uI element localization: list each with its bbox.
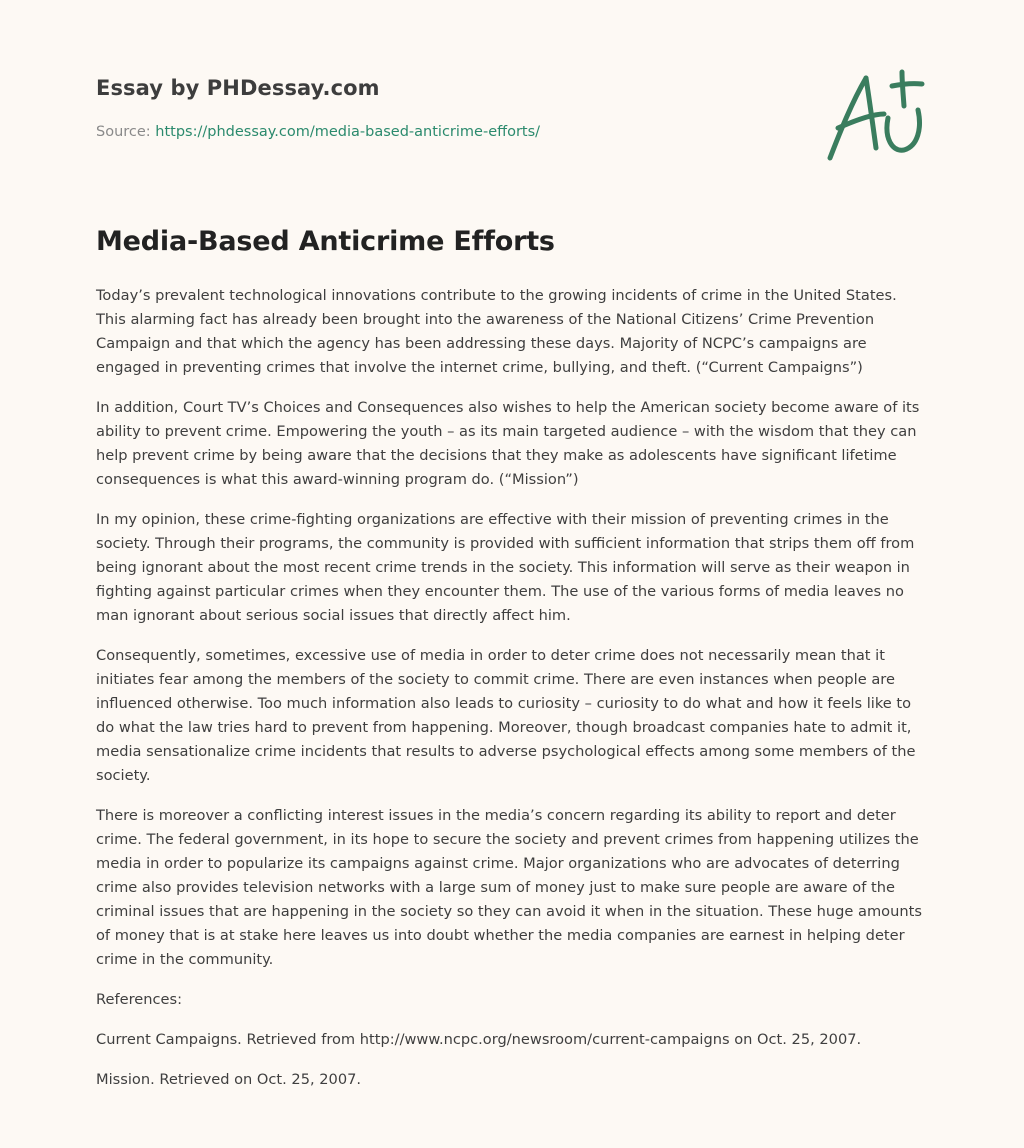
source-label: Source:	[96, 124, 156, 140]
essay-paragraph: Consequently, sometimes, excessive use of media in order to deter crime does not necessarily mean that it initiates fear among the members of the society to commit crime. There are even instances when people are influenced otherwise. Too much information also leads to curiosity – curiosity to do what and how it feels like to do what the law tries hard to prevent from happening. Moreover, though broadcast companies hate to admit it, media sensationalize crime incidents that results to adverse psychological effects among some members of the society.	[96, 647, 916, 784]
reference-item: Current Campaigns. Retrieved from http://www.ncpc.org/newsroom/current-campaigns on Oct. 25, 2007.	[96, 1031, 862, 1048]
source-line	[96, 124, 540, 140]
reference-item: Mission. Retrieved on Oct. 25, 2007.	[96, 1071, 362, 1088]
essay-paragraph: In addition, Court TV’s Choices and Consequences also wishes to help the American society become aware of its ability to prevent crime. Empowering the youth – as its main targeted audience – with the wisdom that they can help prevent crime by being aware that the decisions that they make as adolescents have significant lifetime consequences is what this award-winning program do. (“Mission”)	[96, 399, 920, 488]
essay-paragraph: There is moreover a conflicting interest issues in the media’s concern regarding its ability to report and deter crime. The federal government, in its hope to secure the society and prevent crimes from happening utilizes the media in order to popularize its campaigns against crime. Major organizations who are advocates of deterring crime also provides television networks with a large sum of money just to make sure people are aware of the criminal issues that are happening in the society so they can avoid it when in the situation. These huge amounts of money that is at stake here leaves us into doubt whether the media companies are earnest in helping deter crime in the community.	[96, 807, 922, 968]
a-plus-logo-icon	[826, 66, 926, 166]
essay-paragraph: Today’s prevalent technological innovations contribute to the growing incidents of crime in the United States. This alarming fact has already been brought into the awareness of the National Citizens’ Crime Prevention Campaign and that which the agency has been addressing these days. Majority of NCPC’s campaigns are engaged in preventing crimes that involve the internet crime, bullying, and theft. (“Current Campaigns”)	[96, 287, 897, 376]
references-heading: References:	[96, 991, 183, 1008]
essay-title: Media-Based Anticrime Efforts	[96, 226, 555, 257]
essay-paragraph: In my opinion, these crime-fighting organizations are effective with their mission of preventing crimes in the society. Through their programs, the community is provided with sufficient information that strips them off from being ignorant about the most recent crime trends in the society. This information will serve as their weapon in fighting against particular crimes when they encounter them. The use of the various forms of media leaves no man ignorant about serious social issues that directly affect him.	[96, 511, 915, 624]
source-link[interactable]: https://phdessay.com/media-based-anticrime-efforts/	[155, 124, 541, 140]
site-brand: Essay by PHDessay.com	[96, 76, 380, 100]
essay-body	[96, 284, 926, 1108]
